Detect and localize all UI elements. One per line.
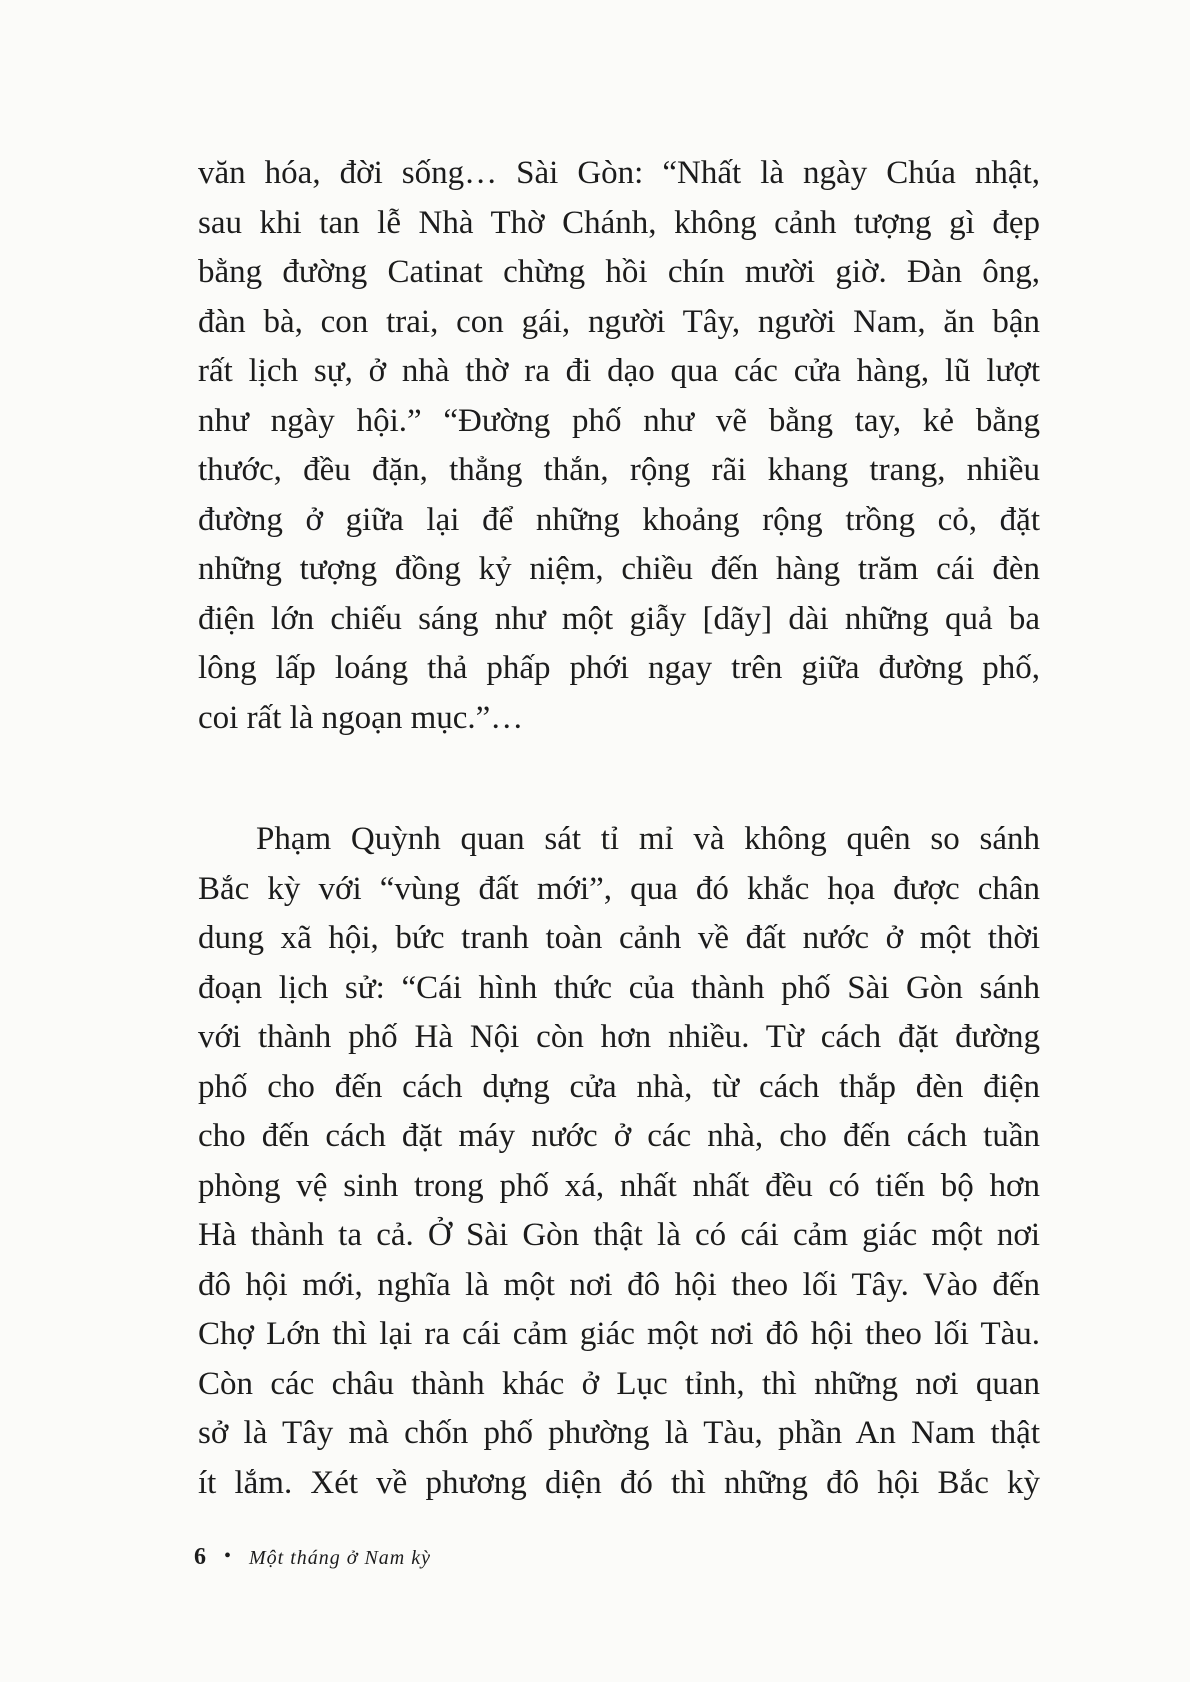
page-footer (194, 1544, 431, 1584)
text-line: phòng vệ sinh trong phố xá, nhất nhất đều có tiến bộ hơn (198, 1167, 1040, 1204)
text-line: dung xã hội, bức tranh toàn cảnh về đất nước ở một thời (198, 920, 1040, 956)
text-line: với thành phố Hà Nội còn hơn nhiều. Từ cách đặt đường (198, 1019, 1040, 1055)
text-line: Bắc kỳ với “vùng đất mới”, qua đó khắc họa được chân (198, 870, 1040, 907)
paragraph-2 (198, 815, 1040, 1508)
text-line: bằng đường Catinat chừng hồi chín mười giờ. Đàn ông, (198, 254, 1040, 290)
paragraph-1 (198, 149, 1040, 743)
text-line: những tượng đồng kỷ niệm, chiều đến hàng trăm cái đèn (198, 551, 1040, 587)
text-line: coi rất là ngoạn mục.”… (198, 699, 524, 736)
text-line: đô hội mới, nghĩa là một nơi đô hội theo lối Tây. Vào đến (198, 1266, 1040, 1303)
text-line: phố cho đến cách dựng cửa nhà, từ cách thắp đèn điện (198, 1068, 1040, 1105)
footer-separator: • (224, 1545, 232, 1567)
text-line: lông lấp loáng thả phấp phới ngay trên giữa đường phố, (198, 650, 1040, 686)
text-line: thước, đều đặn, thẳng thắn, rộng rãi khang trang, nhiều (198, 452, 1040, 488)
text-line: sở là Tây mà chốn phố phường là Tàu, phần An Nam thật (198, 1415, 1040, 1451)
page-number: 6 (194, 1544, 206, 1570)
running-title: Một tháng ở Nam kỳ (249, 1547, 431, 1569)
text-line: rất lịch sự, ở nhà thờ ra đi dạo qua các cửa hàng, lũ lượt (198, 353, 1040, 389)
text-line: Chợ Lớn thì lại ra cái cảm giác một nơi đô hội theo lối Tàu. (198, 1316, 1040, 1352)
text-line: đoạn lịch sử: “Cái hình thức của thành phố Sài Gòn sánh (198, 969, 1040, 1006)
text-line: cho đến cách đặt máy nước ở các nhà, cho đến cách tuần (198, 1118, 1040, 1154)
text-line: Còn các châu thành khác ở Lục tỉnh, thì những nơi quan (198, 1365, 1040, 1402)
text-line: điện lớn chiếu sáng như một giẫy [dãy] dài những quả ba (198, 600, 1040, 637)
text-line: sau khi tan lễ Nhà Thờ Chánh, không cảnh tượng gì đẹp (198, 204, 1040, 241)
text-line: văn hóa, đời sống… Sài Gòn: “Nhất là ngày Chúa nhật, (198, 155, 1040, 191)
text-line: đường ở giữa lại để những khoảng rộng trồng cỏ, đặt (198, 501, 1040, 538)
text-line: đàn bà, con trai, con gái, người Tây, người Nam, ăn bận (198, 303, 1040, 340)
text-line: như ngày hội.” “Đường phố như vẽ bằng tay, kẻ bằng (198, 402, 1040, 439)
text-line: ít lắm. Xét về phương diện đó thì những đô hội Bắc kỳ (198, 1464, 1040, 1501)
text-line: Hà thành ta cả. Ở Sài Gòn thật là có cái cảm giác một nơi (198, 1217, 1040, 1253)
text-line: Phạm Quỳnh quan sát tỉ mỉ và không quên so sánh (256, 821, 1040, 857)
